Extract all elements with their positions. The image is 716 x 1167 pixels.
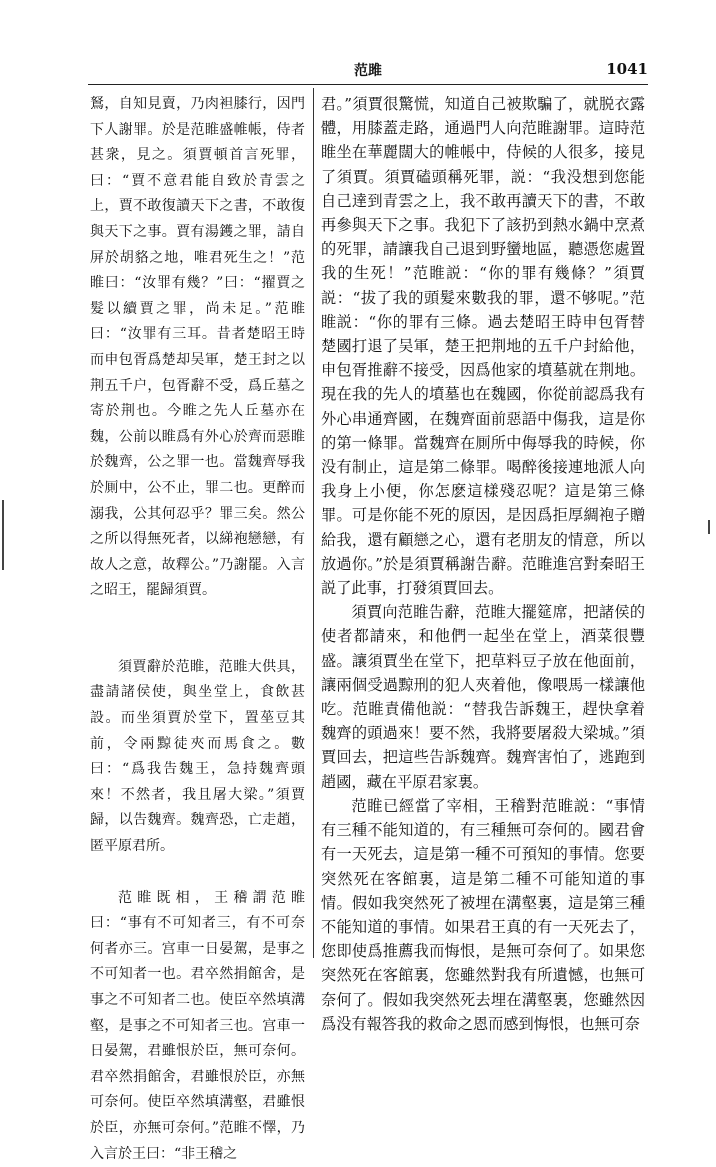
column-divider xyxy=(313,88,314,958)
binding-edge-mark xyxy=(2,500,6,570)
classical-paragraph-2: 須賈辭於范睢，范睢大供具，盡請諸侯使，與坐堂上，食飲甚設。而坐須賈於堂下，置莝豆其前，令兩黥徒夾而馬食之。數曰：“爲我告魏王，急持魏齊頭來！不然者，我且屠大梁。”須賈歸，以告魏齊。魏齊恐，亡走趙，匿平原君所。 xyxy=(90,658,305,855)
running-title: 范雎 xyxy=(354,63,382,79)
paragraph-spacer xyxy=(90,860,305,886)
page-header xyxy=(88,60,648,82)
header-rule xyxy=(88,84,648,85)
translation-column xyxy=(321,92,645,1036)
paragraph-spacer xyxy=(90,604,305,655)
translation-paragraph-2: 須賈向范睢告辭，范睢大擺筵席，把諸侯的使者都請來，和他們一起坐在堂上，酒菜很豐盛。讓須賈坐在堂下，把草料豆子放在他面前，讓兩個受過黥刑的犯人夾着他，像喂馬一樣讓他吃。范睢責備他説：“替我告訴魏王，趕快拿着魏齊的頭過來！要不然，我將要屠殺大梁城。”須賈回去，把這些告訴魏齊。魏齊害怕了，逃跑到趙國，藏在平原君家裏。 xyxy=(321,603,645,791)
classical-paragraph-1: 鴑，自知見賣，乃肉袒膝行，因門下人謝罪。於是范睢盛帷帳，侍者甚衆，見之。須賈頓首言死罪，曰：“賈不意君能自致於青雲之上，賈不敢復讀天下之書，不敢復與天下之事。賈有湯鑊之罪，請自屏於胡貉之地，唯君死生之！”范睢曰：“汝罪有幾？”曰：“擢賈之髮以續賈之罪，尚未足。”范睢曰：“汝罪有三耳。昔者楚昭王時而申包胥爲楚却吴軍，楚王封之以荆五千户，包胥辭不受，爲丘墓之寄於荆也。今睢之先人丘墓亦在魏，公前以睢爲有外心於齊而惡睢於魏齊，公之罪一也。當魏齊辱我於厠中，公不止，罪二也。更醉而溺我，公其何忍乎？罪三矣。然公之所以得無死者，以綈袍戀戀，有故人之意，故釋公。”乃謝罷。入言之昭王，罷歸須賈。 xyxy=(90,96,305,599)
translation-paragraph-1: 君。”須賈很驚慌，知道自己被欺騙了，就脱衣露體，用膝蓋走路，通過門人向范睢謝罪。這時范睢坐在華麗闊大的帷帳中，侍候的人很多，接見了須賈。須賈磕頭稱死罪，説：“我没想到您能自己達到青雲之上，我不敢再讀天下的書，不敢再參與天下之事。我犯下了該扔到熱水鍋中烹煮的死罪，請讓我自己退到野蠻地區，聽憑您處置我的生死！”范睢説：“你的罪有幾條？”須賈説：“拔了我的頭髮來數我的罪，還不够呢。”范睢説：“你的罪有三條。過去楚昭王時申包胥替楚國打退了吴軍，楚王把荆地的五千户封給他，申包胥推辭不接受，因爲他家的墳墓就在荆地。現在我的先人的墳墓也在魏國，你從前認爲我有外心串通齊國，在魏齊面前惡語中傷我，這是你的第一條罪。當魏齊在厠所中侮辱我的時候，你没有制止，這是第二條罪。喝醉後接連地派人向我身上小便，你怎麽這樣殘忍呢？這是第三條罪。可是你能不死的原因，是因爲拒厚綢袍子贈給我，還有顧戀之心，還有老朋友的情意，所以放過你。”於是須賈稱謝告辭。范睢進宫對秦昭王説了此事，打發須賈回去。 xyxy=(321,95,645,598)
translation-paragraph-3: 范睢已經當了宰相，王稽對范睢説：“事情有三種不能知道的，有三種無可奈何的。國君會有一天死去，這是第一種不可預知的事情。您要突然死在客館裏，這是第二種不可能知道的事情。假如我突然死了被埋在溝壑裏，這是第三種不能知道的事情。如果君王真的有一天死去了，您即使爲推薦我而悔恨，是無可奈何了。如果您突然死在客館裏，您雖然對我有所遺憾，也無可奈何了。假如我突然死去埋在溝壑裏，您雖然因爲没有報答我的救命之恩而感到悔恨，也無可奈 xyxy=(321,796,645,1033)
scan-edge-mark xyxy=(708,520,712,534)
page-number: 1041 xyxy=(606,60,648,78)
classical-text-column xyxy=(90,92,305,1167)
classical-paragraph-3: 范睢既相，王稽謂范睢曰：“事有不可知者三，有不可奈何者亦三。宫車一日晏駕，是事之不可知者一也。君卒然捐館舍，是事之不可知者二也。使臣卒然填溝壑，是事之不可知者三也。宫車一日晏駕，君雖恨於臣，無可奈何。君卒然捐館舍，君雖恨於臣，亦無可奈何。使臣卒然填溝壑，君雖恨於臣，亦無可奈何。”范睢不懌，乃入言於王曰：“非王稽之 xyxy=(90,889,305,1162)
